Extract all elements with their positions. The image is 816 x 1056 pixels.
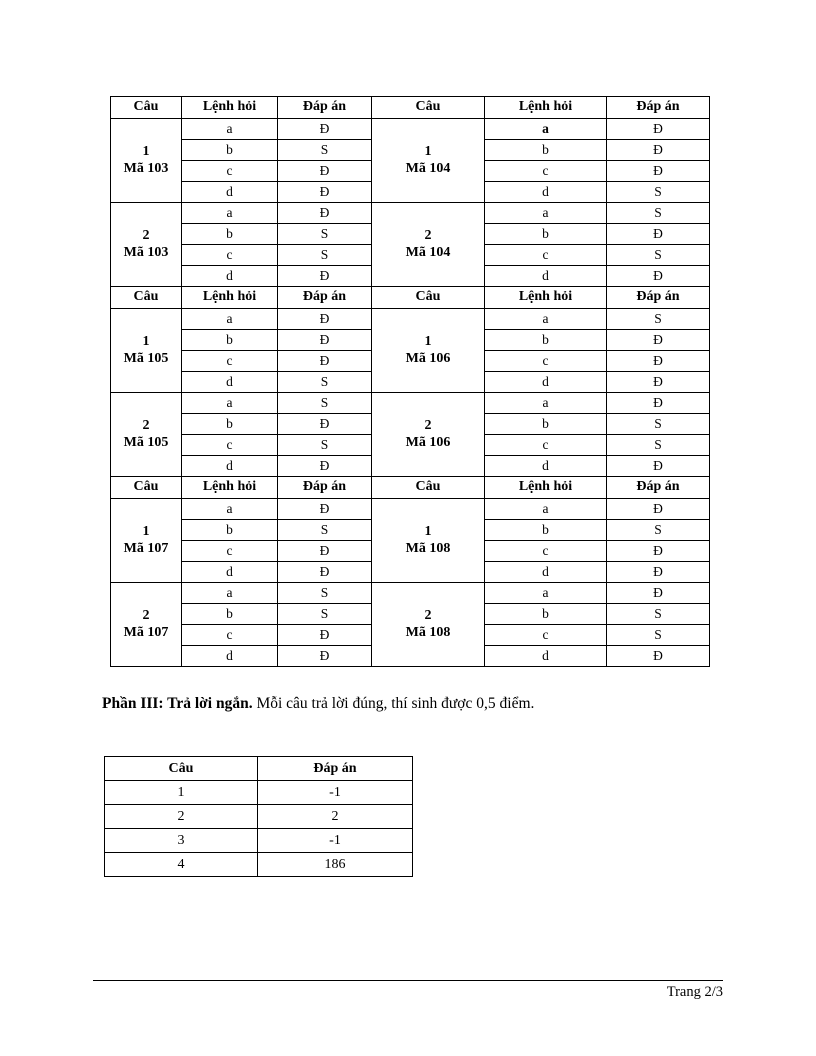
answer-cell: S [278, 583, 372, 604]
column-header: Đáp án [607, 477, 710, 499]
answer-cell: S [607, 435, 710, 456]
column-header: Lệnh hỏi [182, 97, 278, 119]
prompt-cell: c [182, 351, 278, 372]
answer-row [111, 583, 710, 604]
answer-cell: Đ [607, 393, 710, 414]
prompt-cell: a [485, 119, 607, 140]
prompt-cell: a [182, 203, 278, 224]
answer-cell: -1 [258, 781, 413, 805]
answer-cell: Đ [607, 351, 710, 372]
column-header: Câu [105, 757, 258, 781]
prompt-cell: b [182, 520, 278, 541]
prompt-cell: c [182, 541, 278, 562]
prompt-cell: b [485, 330, 607, 351]
answer-cell: S [607, 203, 710, 224]
question-number: 2 [424, 228, 432, 244]
answer-key-table [110, 96, 710, 667]
answer-cell: Đ [278, 309, 372, 330]
prompt-cell: d [182, 372, 278, 393]
answer-row [111, 499, 710, 520]
column-header: Câu [111, 477, 182, 499]
answer-cell: Đ [278, 351, 372, 372]
prompt-cell: d [182, 562, 278, 583]
answer-cell: S [278, 140, 372, 161]
prompt-cell: a [182, 583, 278, 604]
question-number: 2 [142, 418, 150, 434]
prompt-cell: a [485, 393, 607, 414]
short-answer-table-body [105, 757, 413, 877]
section-three-title: Phần III: Trả lời ngắn. [102, 695, 253, 712]
answer-cell: S [607, 309, 710, 330]
question-cell [372, 203, 485, 287]
prompt-cell: b [485, 520, 607, 541]
answer-cell: Đ [607, 266, 710, 287]
prompt-cell: a [485, 499, 607, 520]
answer-cell: Đ [278, 562, 372, 583]
column-header: Lệnh hỏi [485, 287, 607, 309]
question-code: Mã 103 [123, 160, 169, 176]
column-header: Câu [372, 97, 485, 119]
answer-cell: Đ [278, 203, 372, 224]
answer-cell: S [278, 393, 372, 414]
question-number: 2 [424, 608, 432, 624]
prompt-cell: c [182, 161, 278, 182]
prompt-cell: c [485, 435, 607, 456]
prompt-cell: d [485, 372, 607, 393]
column-header: Đáp án [258, 757, 413, 781]
prompt-cell: b [182, 330, 278, 351]
header-row [111, 477, 710, 499]
question-cell [111, 393, 182, 477]
answer-cell: S [607, 245, 710, 266]
column-header: Đáp án [278, 287, 372, 309]
answer-cell: Đ [607, 646, 710, 667]
prompt-cell: a [485, 309, 607, 330]
column-header: Lệnh hỏi [182, 287, 278, 309]
answer-cell: Đ [607, 562, 710, 583]
answer-cell: Đ [607, 224, 710, 245]
answer-cell: Đ [278, 499, 372, 520]
question-number: 2 [424, 418, 432, 434]
prompt-cell: d [485, 456, 607, 477]
answer-cell: Đ [607, 330, 710, 351]
column-header: Đáp án [278, 477, 372, 499]
answer-cell: Đ [278, 646, 372, 667]
answer-cell: Đ [278, 456, 372, 477]
answer-cell: Đ [607, 161, 710, 182]
answer-cell: S [607, 604, 710, 625]
question-code: Mã 107 [123, 624, 169, 640]
answer-row [111, 309, 710, 330]
prompt-cell: c [182, 435, 278, 456]
page-number: Trang 2/3 [666, 984, 723, 1000]
answer-cell: -1 [258, 829, 413, 853]
prompt-cell: a [182, 393, 278, 414]
answer-row [111, 119, 710, 140]
answer-cell: Đ [278, 330, 372, 351]
answer-cell: Đ [278, 119, 372, 140]
question-code: Mã 105 [123, 434, 169, 450]
question-code: Mã 106 [405, 350, 451, 366]
question-cell [372, 499, 485, 583]
question-number: 1 [424, 144, 432, 160]
question-cell [111, 119, 182, 203]
answer-cell: Đ [278, 625, 372, 646]
prompt-cell: b [182, 414, 278, 435]
short-answer-row [105, 805, 413, 829]
prompt-cell: c [485, 625, 607, 646]
question-cell: 1 [105, 781, 258, 805]
prompt-cell: b [182, 224, 278, 245]
question-code: Mã 103 [123, 244, 169, 260]
footer-divider [93, 980, 723, 981]
question-cell [372, 393, 485, 477]
answer-cell: S [278, 372, 372, 393]
answer-cell: S [278, 224, 372, 245]
prompt-cell: d [182, 456, 278, 477]
answer-cell: S [607, 414, 710, 435]
short-answer-row [105, 853, 413, 877]
answer-cell: Đ [607, 119, 710, 140]
column-header: Lệnh hỏi [182, 477, 278, 499]
question-cell [111, 309, 182, 393]
answer-cell: Đ [607, 372, 710, 393]
column-header: Đáp án [607, 287, 710, 309]
prompt-cell: d [485, 266, 607, 287]
question-number: 1 [142, 144, 150, 160]
column-header: Câu [372, 287, 485, 309]
prompt-cell: c [182, 625, 278, 646]
column-header: Câu [111, 97, 182, 119]
prompt-cell: b [485, 140, 607, 161]
answer-cell: Đ [607, 583, 710, 604]
answer-cell: Đ [278, 541, 372, 562]
answer-cell: Đ [607, 456, 710, 477]
answer-cell: Đ [607, 541, 710, 562]
answer-cell: S [607, 520, 710, 541]
question-code: Mã 104 [405, 160, 451, 176]
answer-row [111, 203, 710, 224]
answer-cell: 2 [258, 805, 413, 829]
prompt-cell: b [485, 224, 607, 245]
prompt-cell: b [485, 414, 607, 435]
prompt-cell: b [485, 604, 607, 625]
question-code: Mã 104 [405, 244, 451, 260]
column-header: Câu [372, 477, 485, 499]
prompt-cell: c [182, 245, 278, 266]
prompt-cell: d [182, 646, 278, 667]
question-number: 2 [142, 228, 150, 244]
prompt-cell: d [485, 562, 607, 583]
question-code: Mã 105 [123, 350, 169, 366]
header-row [105, 757, 413, 781]
answer-cell: Đ [278, 266, 372, 287]
question-code: Mã 106 [405, 434, 451, 450]
prompt-cell: c [485, 351, 607, 372]
column-header: Câu [111, 287, 182, 309]
answer-cell: Đ [278, 414, 372, 435]
short-answer-table [104, 756, 413, 877]
question-number: 1 [424, 334, 432, 350]
question-number: 1 [142, 334, 150, 350]
question-cell [372, 583, 485, 667]
answer-cell: S [278, 520, 372, 541]
question-number: 1 [424, 524, 432, 540]
answer-cell: Đ [607, 499, 710, 520]
question-cell: 4 [105, 853, 258, 877]
section-three-heading [102, 695, 722, 714]
answer-cell: S [278, 604, 372, 625]
question-number: 2 [142, 608, 150, 624]
question-cell [372, 309, 485, 393]
column-header: Lệnh hỏi [485, 477, 607, 499]
answer-cell: S [607, 182, 710, 203]
prompt-cell: d [485, 182, 607, 203]
answer-cell: Đ [607, 140, 710, 161]
answer-cell: Đ [278, 182, 372, 203]
prompt-cell: a [182, 309, 278, 330]
answer-cell: Đ [278, 161, 372, 182]
answer-row [111, 393, 710, 414]
question-code: Mã 107 [123, 540, 169, 556]
prompt-cell: c [485, 245, 607, 266]
section-three-description: Mỗi câu trả lời đúng, thí sinh được 0,5 điểm. [252, 695, 535, 712]
prompt-cell: a [182, 119, 278, 140]
short-answer-row [105, 781, 413, 805]
prompt-cell: a [485, 203, 607, 224]
question-cell: 2 [105, 805, 258, 829]
question-number: 1 [142, 524, 150, 540]
prompt-cell: b [182, 604, 278, 625]
prompt-cell: d [182, 182, 278, 203]
short-answer-row [105, 829, 413, 853]
question-code: Mã 108 [405, 540, 451, 556]
prompt-cell: d [182, 266, 278, 287]
question-code: Mã 108 [405, 624, 451, 640]
question-cell [111, 203, 182, 287]
answer-cell: S [278, 435, 372, 456]
prompt-cell: a [485, 583, 607, 604]
question-cell [111, 499, 182, 583]
question-cell [372, 119, 485, 203]
answer-cell: S [278, 245, 372, 266]
header-row [111, 97, 710, 119]
question-cell [111, 583, 182, 667]
header-row [111, 287, 710, 309]
prompt-cell: b [182, 140, 278, 161]
question-cell: 3 [105, 829, 258, 853]
answer-cell: S [607, 625, 710, 646]
prompt-cell: a [182, 499, 278, 520]
column-header: Lệnh hỏi [485, 97, 607, 119]
prompt-cell: c [485, 541, 607, 562]
prompt-cell: c [485, 161, 607, 182]
answer-key-table-body [111, 97, 710, 667]
column-header: Đáp án [607, 97, 710, 119]
column-header: Đáp án [278, 97, 372, 119]
prompt-cell: d [485, 646, 607, 667]
answer-cell: 186 [258, 853, 413, 877]
